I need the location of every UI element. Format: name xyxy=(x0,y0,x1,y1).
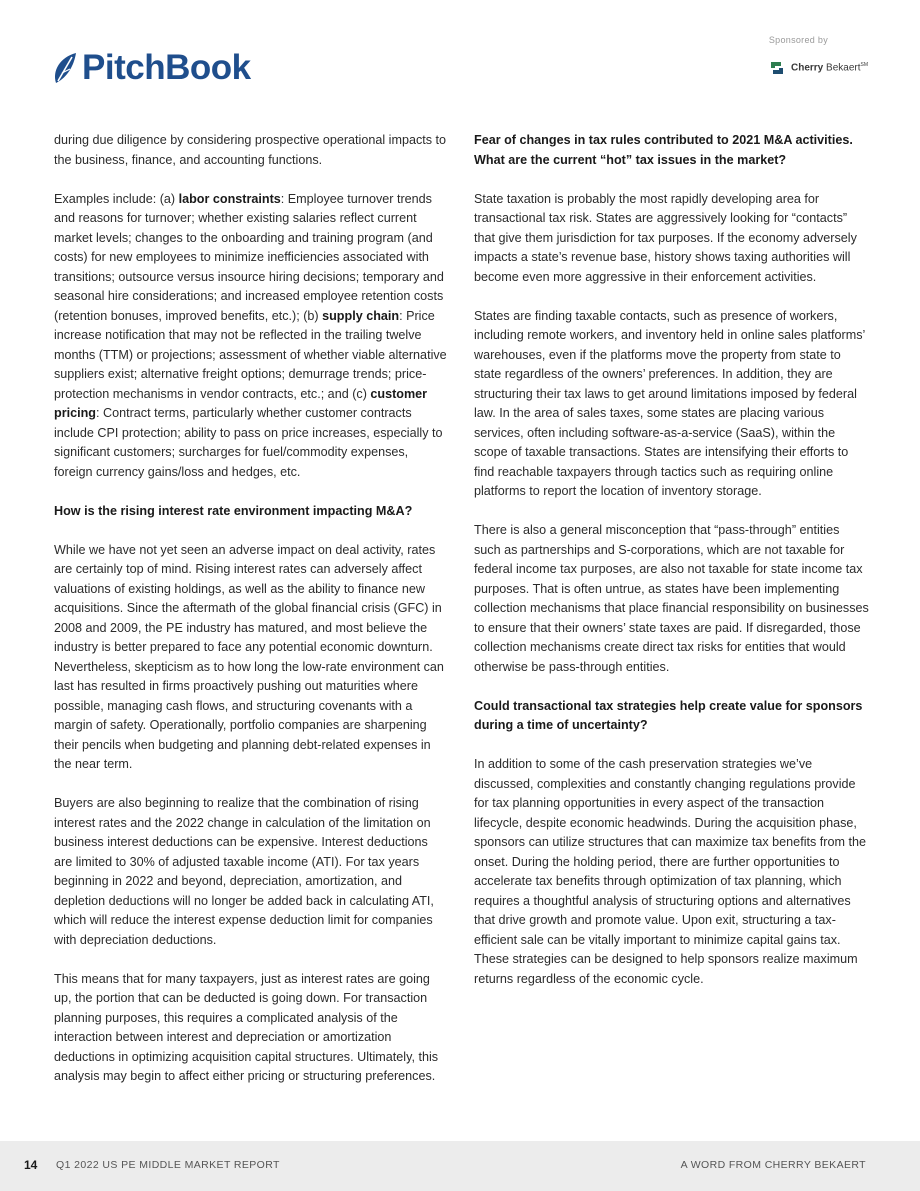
bold-term: customer pricing xyxy=(54,386,428,420)
paragraph: While we have not yet seen an adverse impact on deal activity, rates are certainly top of mind. Rising interest rates can adversely affect valuations of existing holdings, as well as the ability to finance new acquisitions. Since the aftermath of the global financial crisis (GFC) in 2008 and 2009, the PE industry has matured, and most believe the industry is better prepared to face any potential economic downturn. Nevertheless, skepticism as to how long the low-rate environment can last has resulted in firms proactively pushing out maturities where possible, managing cash flows, and structuring covenants with a margin of safety. Operationally, portfolio companies are sharpening their pencils when budgeting and planning debt-related expenses in the near term. xyxy=(54,542,444,771)
report-title: Q1 2022 US PE MIDDLE MARKET REPORT xyxy=(56,1159,280,1171)
examples-paragraph xyxy=(54,190,449,483)
text-span: : Price increase notification that may not be reflected in the trailing twelve months (TTM) or projections; assessment of whether viable alternative suppliers exist; alternative freight options; demurrage trends; price-protection mechanisms in vendor contracts, etc.; and (c) xyxy=(54,308,447,401)
page-footer xyxy=(0,1141,920,1191)
cherry-bekaert-icon xyxy=(767,58,787,78)
text-span: : Employee turnover trends and reasons for turnover; whether existing salaries reflect current market levels; changes to the onboarding and training program (and costs) for new employees to minimize inefficiencies associated with transitions; outsource versus insource hiring decisions; temporary and seasonal hire considerations; and increased employee retention costs (retention bonuses, improved benefits, etc.); (b) xyxy=(54,191,444,323)
paragraph: Buyers are also beginning to realize that the combination of rising interest rates and the 2022 change in calculation of the limitation on business interest deductions can be expensive. Interest deductions are limited to 30% of adjusted taxable income (ATI). For tax years beginning in 2022 and beyond, depreciation, amortization, and depletion deductions will no longer be added back in calculating ATI, which will reduce the interest expense deduction limit for companies with depreciation deductions. xyxy=(54,796,434,947)
sponsor-name xyxy=(791,62,868,73)
paragraph: In addition to some of the cash preservation strategies we’ve discussed, complexities and constantly changing regulations provide for tax planning opportunities in every aspect of the transaction lifecycle, despite economic headwinds. During the acquisition phase, sponsors can utilize structures that can maximize tax benefits from the onset. During the holding period, there are further opportunities to accelerate tax benefits through optimization of tax planning, which requires a thoughtful analysis of structuring options and alternatives that drive growth and promote value. Upon exit, structuring a tax-efficient sale can be vitally important to minimize capital gains tax. These strategies can be designed to help sponsors realize maximum returns regardless of the economic cycle. xyxy=(474,757,866,986)
paragraph: State taxation is probably the most rapidly developing area for transactional tax risk. States are aggressively looking for “contacts” that give them jurisdiction for tax purposes. If the economy adversely impacts a state’s revenue base, history shows taxing authorities will become even more aggressive in their enforcement activities. xyxy=(474,191,857,284)
service-mark: SM xyxy=(860,62,868,69)
bold-term: labor constraints xyxy=(178,191,281,206)
right-column xyxy=(474,131,869,1009)
section-heading: How is the rising interest rate environment impacting M&A? xyxy=(54,503,413,518)
sponsor-name-bold: Cherry xyxy=(791,62,824,74)
sponsor-name-rest: Bekaert xyxy=(823,62,861,74)
section-title: A WORD FROM CHERRY BEKAERT xyxy=(680,1159,866,1171)
left-column xyxy=(54,131,449,1106)
paragraph: States are finding taxable contacts, such as presence of workers, including remote workers, and inventory held in online sales platforms’ warehouses, even if the platforms move the property from state to state regardless of the owners’ preferences. In addition, they are structuring their tax laws to get around limitations imposed by federal law. In the area of sales taxes, some states are placing various services, often including software-as-a-service (SaaS), within the scope of taxable transactions. States are intensifying their efforts to find reachable taxpayers through tactics such as requiring online platforms to report the location of inventory storage. xyxy=(474,308,865,498)
logo-wordmark: PitchBook xyxy=(82,48,251,87)
pitchbook-logo[interactable] xyxy=(50,50,251,86)
cherry-bekaert-logo[interactable] xyxy=(767,58,868,78)
page-header xyxy=(0,0,920,110)
paragraph: during due diligence by considering prospective operational impacts to the business, finance, and accounting functions. xyxy=(54,133,447,167)
bold-term: supply chain xyxy=(322,308,400,323)
text-span: Examples include: (a) xyxy=(54,191,179,206)
paragraph: This means that for many taxpayers, just as interest rates are going up, the portion that can be deducted is going down. For transaction planning purposes, this requires a complicated analysis of the interaction between interest and depreciation or amortization deductions in optimizing acquisition capital structures. Ultimately, this analysis may begin to affect either pricing or structuring preferences. xyxy=(54,971,439,1083)
text-span: : Contract terms, particularly whether customer contracts include CPI protection; ability to pass on price increases, especially to significant customers; surcharges for fuel/commodity expenses, foreign currency gains/loss and hedges, etc. xyxy=(54,406,443,479)
section-heading: Fear of changes in tax rules contributed to 2021 M&A activities. What are the current “hot” tax issues in the market? xyxy=(474,133,853,167)
paragraph: There is also a general misconception that “pass-through” entities such as partnerships and S-corporations, which are not taxable for federal income tax purposes, are also not taxable for state income tax purposes. That is often untrue, as states have been implementing collection mechanisms that place financial responsibility on businesses to ensure that their owners’ state taxes are paid. If disregarded, those collection mechanisms create direct tax risks for entities that would otherwise be pass-through entities. xyxy=(474,523,869,674)
sponsored-by-label: Sponsored by xyxy=(768,35,828,45)
section-heading: Could transactional tax strategies help create value for sponsors during a time of uncertainty? xyxy=(474,698,863,732)
pitchbook-leaf-icon xyxy=(50,51,78,85)
page-number: 14 xyxy=(24,1158,38,1172)
